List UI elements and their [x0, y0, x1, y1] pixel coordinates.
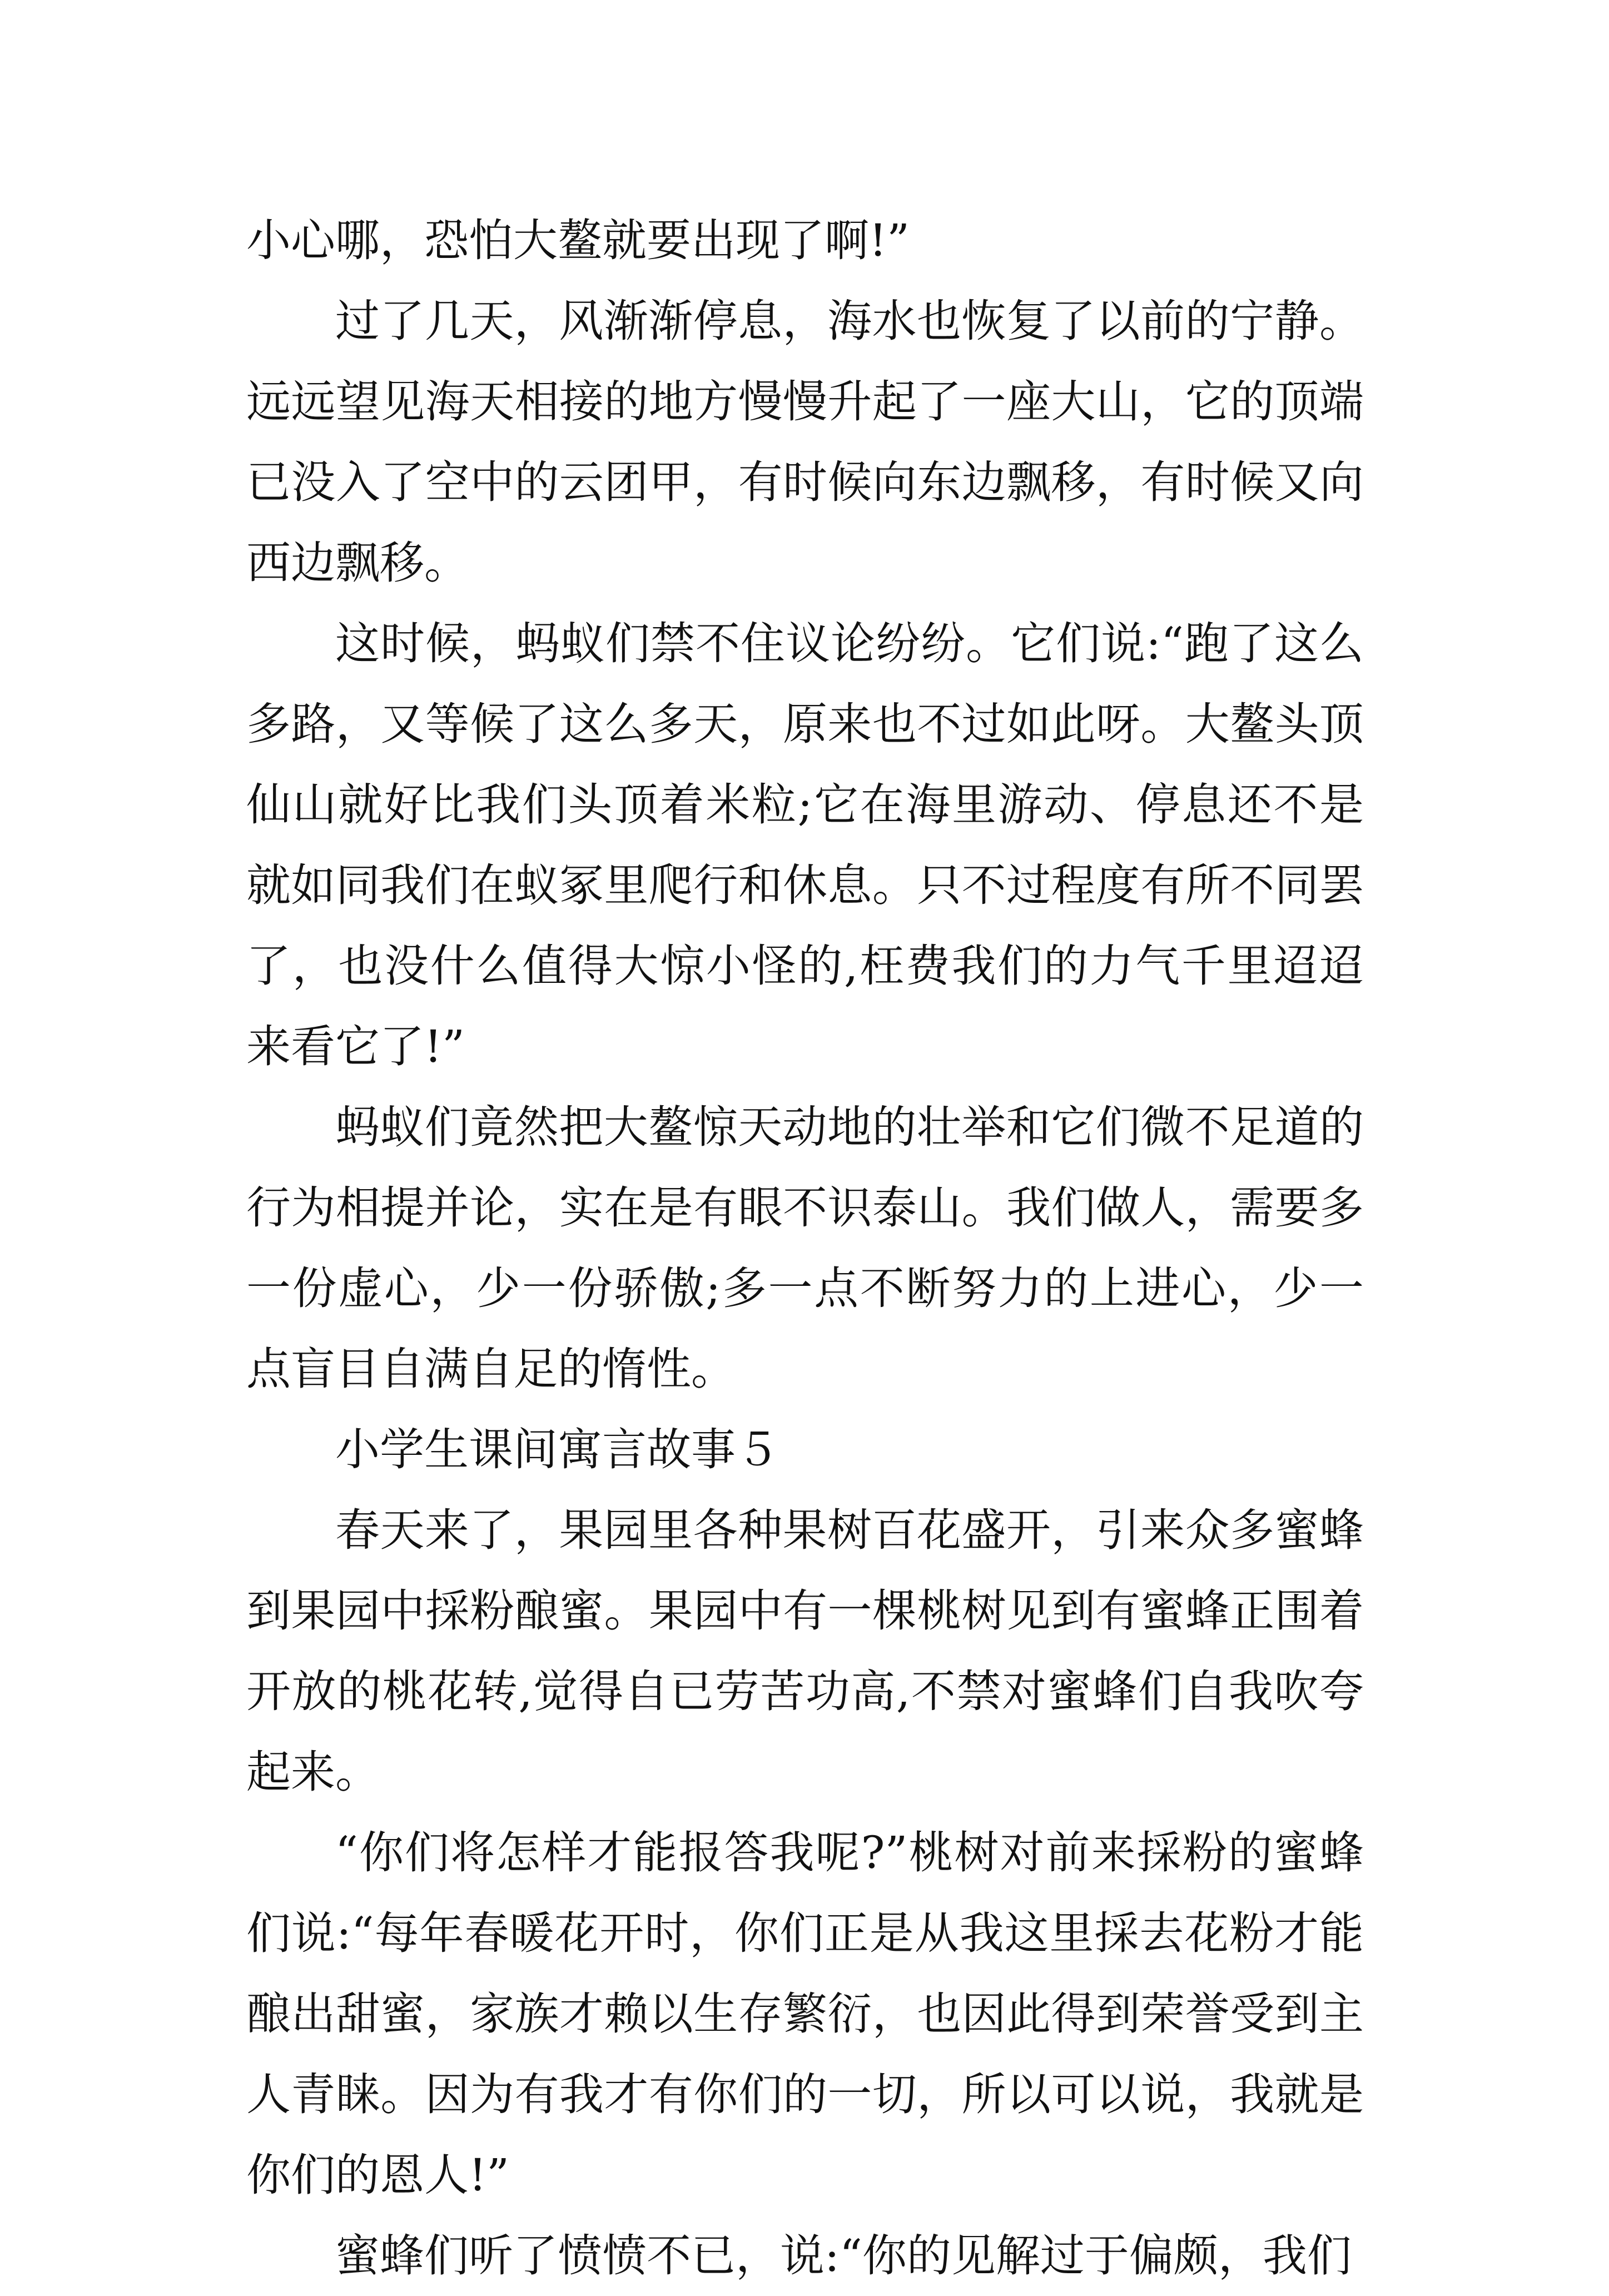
paragraph-3: 这时候，蚂蚁们禁不住议论纷纷。它们说:“跑了这么多路，又等候了这么多天，原来也不过如此呀。大鳌头顶仙山就好比我们头顶着米粒;它在海里游动、停息还不是就如同我们在蚁冢里爬行和休息。只不过程度有所不同罢了，也没什么值得大惊小怪的,枉费我们的力气千里迢迢来看它了!” — [246, 618, 1364, 1072]
section-heading: 小学生课间寓言故事５ — [335, 1424, 780, 1475]
paragraph-1: 小心哪，恐怕大鳌就要出现了啊!” — [246, 215, 910, 266]
paragraph-2: 过了几天，风渐渐停息，海水也恢复了以前的宁静。远远望见海天相接的地方慢慢升起了一座大山，它的顶端已没入了空中的云团甲，有时候向东边飘移，有时候又向西边飘移。 — [246, 295, 1364, 589]
paragraph-6: “你们将怎样才能报答我呢?”桃树对前来採粉的蜜蜂们说:“每年春暖花开时，你们正是从我这里採去花粉才能酿出甜蜜，家族才赖以生存繁衍，也因此得到荣誉受到主人青睐。因为有我才有你们的一切，所以可以说，我就是你们的恩人!” — [246, 1827, 1364, 2201]
paragraph-4: 蚂蚁们竟然把大鳌惊天动地的壮举和它们微不足道的行为相提并论，实在是有眼不识泰山。我们做人，需要多一份虚心，少一份骄傲;多一点不断努力的上进心，少一点盲目自满自足的惰性。 — [246, 1101, 1364, 1395]
document-body — [246, 200, 1364, 2296]
paragraph-7: 蜜蜂们听了愤愤不已，说:“你的见解过于偏颇，我们 — [335, 2230, 1352, 2282]
paragraph-5: 春天来了，果园里各种果树百花盛开，引来众多蜜蜂到果园中採粉酿蜜。果园中有一棵桃树见到有蜜蜂正围着开放的桃花转,觉得自已劳苦功高,不禁对蜜蜂们自我吹夸起来。 — [246, 1504, 1364, 1798]
